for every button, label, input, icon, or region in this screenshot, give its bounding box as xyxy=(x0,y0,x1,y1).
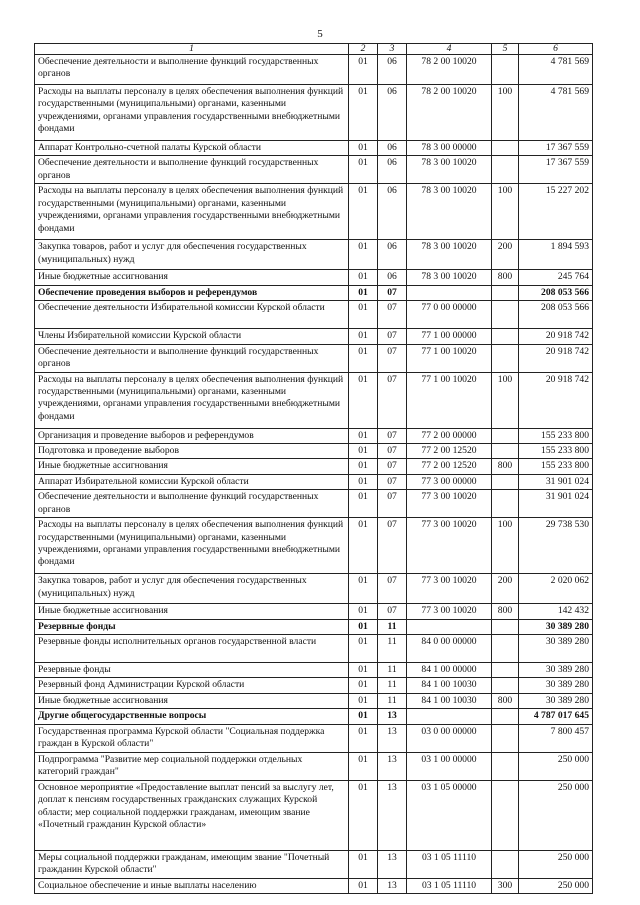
row-expense-type xyxy=(492,709,519,724)
row-target-code: 77 2 00 00000 xyxy=(407,428,492,443)
row-section: 01 xyxy=(349,709,378,724)
row-amount: 245 764 xyxy=(519,270,593,285)
row-target-code: 77 1 00 00000 xyxy=(407,329,492,344)
row-expense-type: 200 xyxy=(492,574,519,604)
row-target-code: 78 3 00 10020 xyxy=(407,184,492,240)
table-row xyxy=(35,574,593,604)
row-target-code: 77 3 00 00000 xyxy=(407,474,492,489)
row-subsection: 07 xyxy=(378,329,407,344)
column-header-2: 2 xyxy=(349,44,378,55)
table-body xyxy=(35,55,593,894)
row-subsection: 07 xyxy=(378,518,407,574)
row-target-code: 77 3 00 10020 xyxy=(407,490,492,518)
row-section: 01 xyxy=(349,240,378,270)
budget-table xyxy=(34,43,593,894)
row-section: 01 xyxy=(349,372,378,428)
table-row xyxy=(35,55,593,85)
row-target-code: 77 2 00 12520 xyxy=(407,459,492,474)
row-amount: 208 053 566 xyxy=(519,285,593,300)
table-row xyxy=(35,518,593,574)
row-subsection: 07 xyxy=(378,474,407,489)
row-amount: 20 918 742 xyxy=(519,344,593,372)
row-target-code: 78 2 00 10020 xyxy=(407,85,492,141)
row-amount: 208 053 566 xyxy=(519,301,593,329)
row-name: Иные бюджетные ассигнования xyxy=(35,693,349,708)
row-subsection: 13 xyxy=(378,850,407,878)
row-amount: 30 389 280 xyxy=(519,663,593,678)
table-row xyxy=(35,444,593,459)
row-target-code: 77 3 00 10020 xyxy=(407,518,492,574)
row-amount: 155 233 800 xyxy=(519,444,593,459)
row-subsection: 06 xyxy=(378,270,407,285)
row-name: Резервные фонды исполнительных органов государственной власти xyxy=(35,635,349,663)
table-row xyxy=(35,490,593,518)
row-subsection: 13 xyxy=(378,780,407,850)
column-header-row xyxy=(35,44,593,55)
table-row xyxy=(35,878,593,893)
row-target-code: 78 3 00 10020 xyxy=(407,156,492,184)
row-amount: 20 918 742 xyxy=(519,372,593,428)
row-subsection: 11 xyxy=(378,693,407,708)
row-name: Резервные фонды xyxy=(35,619,349,634)
row-amount: 142 432 xyxy=(519,604,593,619)
row-target-code: 77 1 00 10020 xyxy=(407,344,492,372)
row-name: Иные бюджетные ассигнования xyxy=(35,459,349,474)
column-header-1: 1 xyxy=(35,44,349,55)
row-section: 01 xyxy=(349,428,378,443)
row-name: Подпрограмма "Развитие мер социальной поддержки отдельных категорий граждан" xyxy=(35,752,349,780)
row-subsection: 13 xyxy=(378,724,407,752)
row-section: 01 xyxy=(349,444,378,459)
table-row xyxy=(35,301,593,329)
row-expense-type xyxy=(492,329,519,344)
row-expense-type xyxy=(492,635,519,663)
table-row xyxy=(35,850,593,878)
row-subsection: 06 xyxy=(378,55,407,85)
row-target-code xyxy=(407,285,492,300)
table-row xyxy=(35,752,593,780)
row-expense-type xyxy=(492,474,519,489)
row-section: 01 xyxy=(349,518,378,574)
table-row xyxy=(35,678,593,693)
row-section: 01 xyxy=(349,724,378,752)
row-section: 01 xyxy=(349,678,378,693)
row-target-code: 78 2 00 10020 xyxy=(407,55,492,85)
row-target-code: 77 0 00 00000 xyxy=(407,301,492,329)
row-name: Члены Избирательной комиссии Курской области xyxy=(35,329,349,344)
row-target-code: 77 3 00 10020 xyxy=(407,604,492,619)
table-row xyxy=(35,709,593,724)
column-header-3: 3 xyxy=(378,44,407,55)
row-expense-type xyxy=(492,619,519,634)
row-section: 01 xyxy=(349,693,378,708)
table-row xyxy=(35,780,593,850)
row-subsection: 06 xyxy=(378,141,407,156)
row-target-code: 03 0 00 00000 xyxy=(407,724,492,752)
row-target-code xyxy=(407,619,492,634)
row-subsection: 07 xyxy=(378,574,407,604)
row-amount: 30 389 280 xyxy=(519,635,593,663)
row-name: Основное мероприятие «Предоставление выплат пенсий за выслугу лет, доплат к пенсиям государственных гражданских служащих Курской области; мер социальной поддержки гражданам, имеющим звание «Почетный гражданин Курской области» xyxy=(35,780,349,850)
table-row xyxy=(35,329,593,344)
row-subsection: 11 xyxy=(378,678,407,693)
column-header-5: 5 xyxy=(492,44,519,55)
row-expense-type xyxy=(492,678,519,693)
row-subsection: 07 xyxy=(378,490,407,518)
row-target-code: 03 1 05 00000 xyxy=(407,780,492,850)
row-subsection: 07 xyxy=(378,301,407,329)
table-row xyxy=(35,474,593,489)
row-expense-type xyxy=(492,344,519,372)
row-name: Обеспечение проведения выборов и референдумов xyxy=(35,285,349,300)
row-section: 01 xyxy=(349,85,378,141)
row-expense-type xyxy=(492,663,519,678)
row-target-code: 77 3 00 10020 xyxy=(407,574,492,604)
row-expense-type xyxy=(492,850,519,878)
row-amount: 250 000 xyxy=(519,752,593,780)
row-section: 01 xyxy=(349,301,378,329)
row-expense-type xyxy=(492,55,519,85)
row-name: Государственная программа Курской области "Социальная поддержка граждан в Курской области" xyxy=(35,724,349,752)
row-subsection: 13 xyxy=(378,878,407,893)
row-subsection: 11 xyxy=(378,663,407,678)
row-section: 01 xyxy=(349,141,378,156)
table-row xyxy=(35,184,593,240)
table-row xyxy=(35,724,593,752)
row-name: Обеспечение деятельности Избирательной комиссии Курской области xyxy=(35,301,349,329)
row-expense-type xyxy=(492,141,519,156)
row-amount: 30 389 280 xyxy=(519,678,593,693)
row-section: 01 xyxy=(349,459,378,474)
row-amount: 250 000 xyxy=(519,850,593,878)
row-amount: 31 901 024 xyxy=(519,490,593,518)
table-row xyxy=(35,663,593,678)
row-target-code: 03 1 05 11110 xyxy=(407,878,492,893)
row-section: 01 xyxy=(349,619,378,634)
row-name: Закупка товаров, работ и услуг для обеспечения государственных (муниципальных) нужд xyxy=(35,240,349,270)
row-target-code: 84 1 00 10030 xyxy=(407,693,492,708)
row-amount: 155 233 800 xyxy=(519,459,593,474)
table-row xyxy=(35,428,593,443)
row-name: Другие общегосударственные вопросы xyxy=(35,709,349,724)
row-expense-type: 200 xyxy=(492,240,519,270)
table-row xyxy=(35,85,593,141)
row-expense-type xyxy=(492,724,519,752)
row-amount: 30 389 280 xyxy=(519,619,593,634)
row-subsection: 11 xyxy=(378,619,407,634)
row-amount: 250 000 xyxy=(519,780,593,850)
row-section: 01 xyxy=(349,270,378,285)
row-subsection: 13 xyxy=(378,709,407,724)
table-row xyxy=(35,619,593,634)
row-expense-type xyxy=(492,285,519,300)
row-section: 01 xyxy=(349,604,378,619)
row-expense-type: 100 xyxy=(492,372,519,428)
row-target-code: 77 2 00 12520 xyxy=(407,444,492,459)
row-subsection: 07 xyxy=(378,285,407,300)
row-section: 01 xyxy=(349,329,378,344)
row-subsection: 07 xyxy=(378,604,407,619)
row-name: Обеспечение деятельности и выполнение функций государственных органов xyxy=(35,55,349,85)
row-target-code: 03 1 05 11110 xyxy=(407,850,492,878)
row-expense-type xyxy=(492,490,519,518)
row-expense-type: 800 xyxy=(492,459,519,474)
row-expense-type: 800 xyxy=(492,604,519,619)
table-row xyxy=(35,141,593,156)
row-subsection: 06 xyxy=(378,184,407,240)
row-subsection: 06 xyxy=(378,156,407,184)
row-subsection: 13 xyxy=(378,752,407,780)
row-amount: 29 738 530 xyxy=(519,518,593,574)
row-section: 01 xyxy=(349,490,378,518)
page-number: 5 xyxy=(317,28,323,40)
row-expense-type xyxy=(492,752,519,780)
row-name: Иные бюджетные ассигнования xyxy=(35,270,349,285)
table-row xyxy=(35,604,593,619)
row-name: Расходы на выплаты персоналу в целях обеспечения выполнения функций государственными (муниципальными) органами, казенными учреждениями, органами управления государственными внебюджетными фондами xyxy=(35,85,349,141)
row-subsection: 07 xyxy=(378,372,407,428)
row-target-code: 78 3 00 10020 xyxy=(407,270,492,285)
row-expense-type: 800 xyxy=(492,693,519,708)
row-section: 01 xyxy=(349,780,378,850)
row-amount: 2 020 062 xyxy=(519,574,593,604)
row-subsection: 07 xyxy=(378,344,407,372)
row-section: 01 xyxy=(349,344,378,372)
row-amount: 1 894 593 xyxy=(519,240,593,270)
row-target-code: 84 1 00 10030 xyxy=(407,678,492,693)
column-header-4: 4 xyxy=(407,44,492,55)
row-expense-type: 100 xyxy=(492,518,519,574)
row-amount: 4 781 569 xyxy=(519,85,593,141)
row-expense-type xyxy=(492,301,519,329)
row-name: Социальное обеспечение и иные выплаты населению xyxy=(35,878,349,893)
row-name: Аппарат Контрольно-счетной палаты Курской области xyxy=(35,141,349,156)
row-expense-type xyxy=(492,428,519,443)
table-row xyxy=(35,270,593,285)
row-name: Закупка товаров, работ и услуг для обеспечения государственных (муниципальных) нужд xyxy=(35,574,349,604)
row-name: Подготовка и проведение выборов xyxy=(35,444,349,459)
row-target-code: 84 0 00 00000 xyxy=(407,635,492,663)
row-subsection: 06 xyxy=(378,85,407,141)
row-amount: 250 000 xyxy=(519,878,593,893)
row-amount: 4 787 017 645 xyxy=(519,709,593,724)
row-subsection: 06 xyxy=(378,240,407,270)
row-name: Организация и проведение выборов и референдумов xyxy=(35,428,349,443)
table-row xyxy=(35,459,593,474)
row-name: Резервные фонды xyxy=(35,663,349,678)
row-section: 01 xyxy=(349,574,378,604)
row-section: 01 xyxy=(349,474,378,489)
row-amount: 15 227 202 xyxy=(519,184,593,240)
row-amount: 30 389 280 xyxy=(519,693,593,708)
row-name: Иные бюджетные ассигнования xyxy=(35,604,349,619)
table-row xyxy=(35,372,593,428)
table-row xyxy=(35,156,593,184)
table-row xyxy=(35,285,593,300)
row-subsection: 07 xyxy=(378,459,407,474)
row-target-code: 77 1 00 10020 xyxy=(407,372,492,428)
row-name: Меры социальной поддержки гражданам, имеющим звание "Почетный гражданин Курской области" xyxy=(35,850,349,878)
row-amount: 31 901 024 xyxy=(519,474,593,489)
row-target-code: 78 3 00 00000 xyxy=(407,141,492,156)
row-section: 01 xyxy=(349,850,378,878)
row-amount: 17 367 559 xyxy=(519,141,593,156)
row-amount: 17 367 559 xyxy=(519,156,593,184)
row-target-code: 03 1 00 00000 xyxy=(407,752,492,780)
row-name: Обеспечение деятельности и выполнение функций государственных органов xyxy=(35,344,349,372)
row-section: 01 xyxy=(349,663,378,678)
row-section: 01 xyxy=(349,878,378,893)
row-amount: 20 918 742 xyxy=(519,329,593,344)
row-subsection: 07 xyxy=(378,428,407,443)
row-name: Обеспечение деятельности и выполнение функций государственных органов xyxy=(35,490,349,518)
table-row xyxy=(35,240,593,270)
row-expense-type: 100 xyxy=(492,184,519,240)
row-section: 01 xyxy=(349,752,378,780)
row-name: Расходы на выплаты персоналу в целях обеспечения выполнения функций государственными (муниципальными) органами, казенными учреждениями, органами управления государственными внебюджетными фондами xyxy=(35,518,349,574)
row-section: 01 xyxy=(349,184,378,240)
row-name: Резервный фонд Администрации Курской области xyxy=(35,678,349,693)
row-expense-type xyxy=(492,156,519,184)
row-name: Обеспечение деятельности и выполнение функций государственных органов xyxy=(35,156,349,184)
row-expense-type xyxy=(492,780,519,850)
row-expense-type: 800 xyxy=(492,270,519,285)
row-expense-type: 100 xyxy=(492,85,519,141)
row-target-code xyxy=(407,709,492,724)
row-expense-type xyxy=(492,444,519,459)
row-subsection: 07 xyxy=(378,444,407,459)
row-target-code: 84 1 00 00000 xyxy=(407,663,492,678)
row-target-code: 78 3 00 10020 xyxy=(407,240,492,270)
row-section: 01 xyxy=(349,156,378,184)
row-name: Аппарат Избирательной комиссии Курской области xyxy=(35,474,349,489)
table-row xyxy=(35,344,593,372)
table-row xyxy=(35,693,593,708)
table-row xyxy=(35,635,593,663)
row-subsection: 11 xyxy=(378,635,407,663)
row-expense-type: 300 xyxy=(492,878,519,893)
row-section: 01 xyxy=(349,55,378,85)
row-section: 01 xyxy=(349,285,378,300)
row-amount: 155 233 800 xyxy=(519,428,593,443)
row-name: Расходы на выплаты персоналу в целях обеспечения выполнения функций государственными (муниципальными) органами, казенными учреждениями, органами управления государственными внебюджетными фондами xyxy=(35,184,349,240)
row-amount: 7 800 457 xyxy=(519,724,593,752)
row-section: 01 xyxy=(349,635,378,663)
row-amount: 4 781 569 xyxy=(519,55,593,85)
column-header-6: 6 xyxy=(519,44,593,55)
row-name: Расходы на выплаты персоналу в целях обеспечения выполнения функций государственными (муниципальными) органами, казенными учреждениями, органами управления государственными внебюджетными фондами xyxy=(35,372,349,428)
